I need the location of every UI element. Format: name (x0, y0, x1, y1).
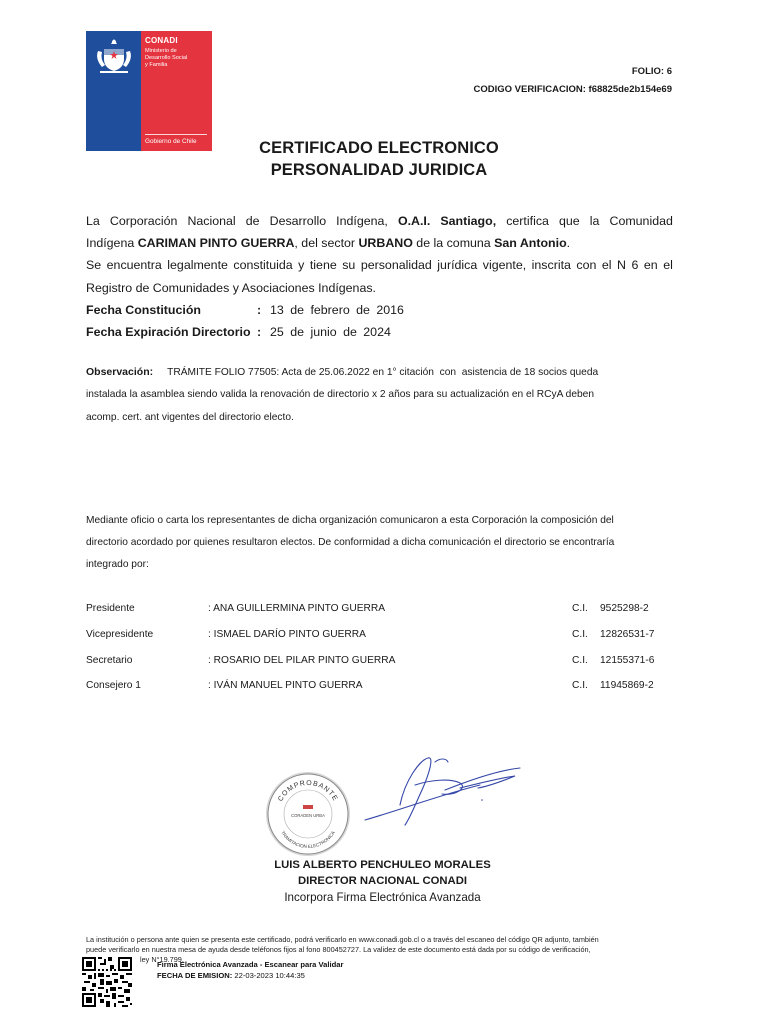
fecha-constitucion-label: Fecha Constitución (86, 303, 201, 317)
word: constituida (233, 258, 293, 272)
word: Nacional (187, 214, 236, 228)
sector-value: URBANO (358, 236, 413, 250)
logo-brand: CONADI (145, 36, 178, 45)
mediante-line-3: integrado por: (86, 559, 149, 570)
word: Se (86, 258, 102, 272)
signer-name: LUIS ALBERTO PENCHULEO MORALES (274, 859, 491, 871)
paragraph-line-2 (86, 236, 673, 251)
ci-label: C.I. (572, 680, 588, 691)
role: Secretario (86, 655, 133, 666)
qr-code[interactable] (82, 957, 132, 1007)
footer-line-3: ley N°19.799. (140, 955, 184, 964)
fecha-emision-value: 22-03-2023 10:44:35 (234, 971, 305, 980)
member-name: : ANA GUILLERMINA PINTO GUERRA (208, 603, 386, 614)
logo-government: Gobierno de Chile (145, 138, 197, 145)
document-subtitle: PERSONALIDAD JURIDICA (270, 161, 488, 179)
word: con (576, 258, 597, 272)
word: jurídica (437, 258, 478, 272)
word: en (643, 258, 658, 272)
text: de la comuna (412, 236, 495, 250)
comuna-value: San Antonio (494, 236, 567, 250)
member-name: : ROSARIO DEL PILAR PINTO GUERRA (208, 655, 396, 666)
seal-bottom-text: TRAMITACION ELECTRONICA (280, 830, 336, 850)
role: Presidente (86, 603, 135, 614)
ci-label: C.I. (572, 629, 588, 640)
text: Indígena (86, 236, 138, 250)
word: La (86, 214, 100, 228)
folio-number: FOLIO: 6 (631, 66, 672, 77)
observacion-line-2: instalada la asamblea siendo valida la renovación de directorio x 2 años para su actualización en el RCyA deben (86, 389, 594, 400)
paragraph-line-1 (86, 214, 673, 229)
footer-line-1: La institución o persona ante quien se presenta este certificado, podrá verificarlo en www.conadi.gob.cl o a través del escaneo del código QR adjunto, también (86, 935, 599, 944)
observacion-text: TRÁMITE FOLIO 77505: Acta de 25.06.2022 en 1° citación con asistencia de 18 socios queda (167, 367, 599, 378)
fecha-emision-row (157, 971, 305, 980)
paragraph-line-3 (86, 258, 673, 273)
word: Comunidad (609, 214, 673, 228)
seal-middle-text: CORADEN URBA (291, 813, 325, 818)
verification-code: CODIGO VERIFICACION: f68825de2b154e69 (473, 84, 672, 95)
mediante-line-2: directorio acordado por quienes resultaron electos. De conformidad a dicha comunicación el directorio se encontraría (86, 537, 615, 548)
signer-note: Incorpora Firma Electrónica Avanzada (284, 891, 481, 904)
firma-avanzada-label: Firma Electrónica Avanzada - Escanear para Validar (157, 960, 344, 969)
logo-divider (145, 134, 207, 135)
directorio-row (86, 680, 686, 694)
directorio-row (86, 629, 686, 643)
word: que (559, 214, 580, 228)
member-name: : ISMAEL DARÍO PINTO GUERRA (208, 629, 366, 640)
fecha-expiracion-value: 25 de junio de 2024 (270, 325, 391, 339)
mediante-line-1: Mediante oficio o carta los representantes de dicha organización comunicaron a esta Corporación la composición del (86, 515, 614, 526)
logo-subtitle-line: y Familia (145, 62, 168, 68)
coat-of-arms-icon (92, 37, 136, 75)
ci-number: 12155371-6 (600, 655, 655, 666)
signer-role: DIRECTOR NACIONAL CONADI (297, 875, 468, 887)
electronic-seal-stamp (265, 771, 351, 857)
community-name: CARIMAN PINTO GUERRA (137, 236, 295, 250)
word: legalmente (167, 258, 228, 272)
fecha-constitucion-row (86, 303, 673, 318)
word: Corporación (109, 214, 178, 228)
fecha-emision-label: FECHA DE EMISION: (157, 971, 233, 980)
fecha-constitucion-value: 13 de febrero de 2016 (270, 303, 404, 317)
word: su (342, 258, 356, 272)
word: vigente, (482, 258, 527, 272)
conadi-logo (86, 31, 212, 151)
ci-number: 12826531-7 (600, 629, 655, 640)
word: Desarrollo (269, 214, 327, 228)
word: la (589, 214, 600, 228)
observacion-line-3: acomp. cert. ant vigentes del directorio electo. (86, 412, 294, 423)
member-name: : IVÁN MANUEL PINTO GUERRA (208, 680, 363, 691)
word: y (298, 258, 305, 272)
ci-number: 11945869-2 (600, 680, 654, 691)
ci-label: C.I. (572, 603, 588, 614)
directorio-row (86, 603, 686, 617)
registry-number: 6 (631, 258, 639, 272)
word: de (245, 214, 260, 228)
word: certifica (506, 214, 549, 228)
word: el (601, 258, 612, 272)
ci-label: C.I. (572, 655, 588, 666)
text: . (566, 236, 571, 250)
logo-subtitle-line: Desarrollo Social (145, 55, 188, 61)
colon: : (257, 303, 262, 317)
document-title: CERTIFICADO ELECTRONICO (259, 139, 499, 157)
handwritten-signature (360, 750, 530, 830)
seal-top-text: COMPROBANTE (277, 779, 339, 803)
directorio-row (86, 655, 686, 669)
ci-number: 9525298-2 (600, 603, 649, 614)
text: , del sector (294, 236, 359, 250)
word: el (663, 258, 673, 272)
fecha-expiracion-label: Fecha Expiración Directorio (86, 325, 251, 339)
role: Consejero 1 (86, 680, 141, 691)
footer-line-2: puede verificarlo en nuestra mesa de ayuda desde teléfonos fijos al fono 800452727. La validez de este documento está dada por su código de verificación, (86, 945, 591, 954)
observacion-label: Observación: (86, 366, 154, 378)
fecha-expiracion-row (86, 325, 673, 340)
word: Indígena, (336, 214, 388, 228)
logo-subtitle-line: Ministerio de (145, 48, 177, 54)
word: personalidad (360, 258, 432, 272)
institution-name: O.A.I. (397, 214, 431, 228)
institution-city: Santiago, (440, 214, 497, 228)
role: Vicepresidente (86, 629, 154, 640)
observacion-line-1 (86, 366, 673, 379)
logo-subtitle (145, 48, 209, 69)
colon: : (257, 325, 262, 339)
paragraph-line-4: Registro de Comunidades y Asociaciones Indígenas. (86, 281, 376, 295)
word: N (617, 258, 626, 272)
word: inscrita (531, 258, 571, 272)
word: tiene (309, 258, 337, 272)
word: encuentra (106, 258, 162, 272)
